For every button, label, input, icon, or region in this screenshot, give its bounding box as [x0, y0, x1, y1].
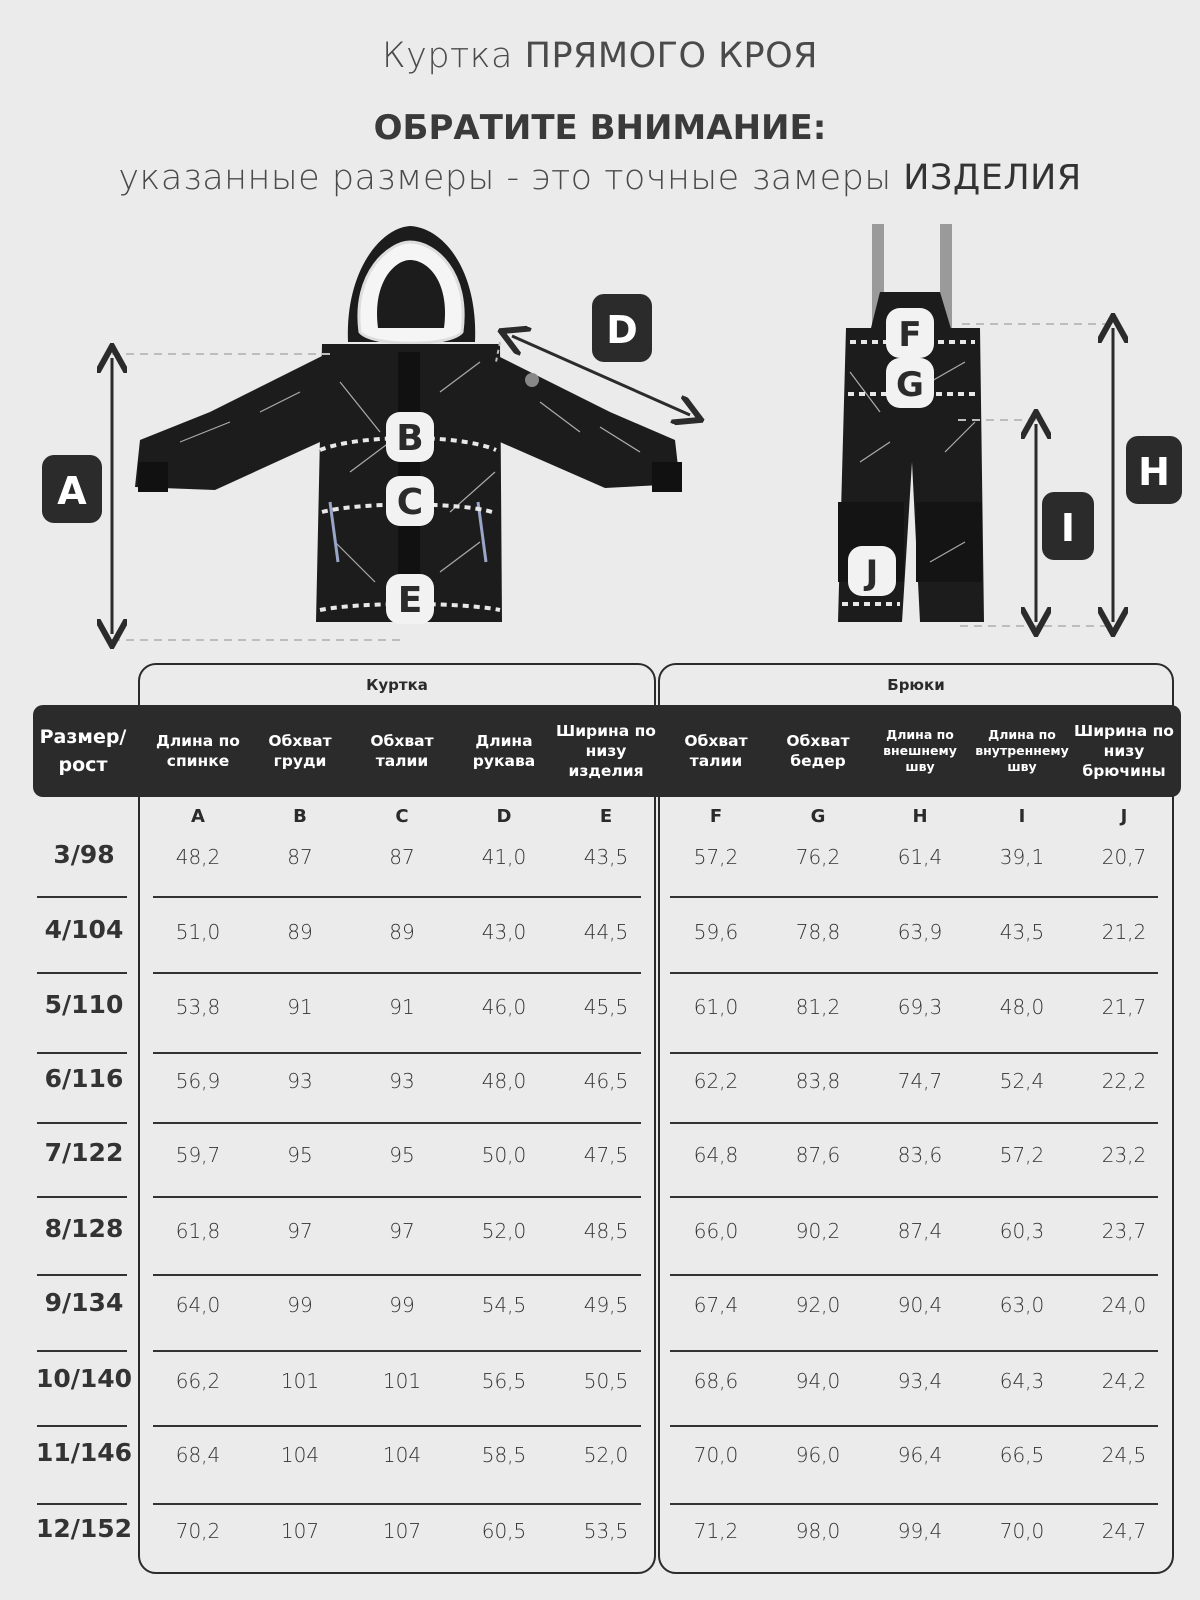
table-cell: 45,5 [583, 995, 629, 1019]
table-cell: 69,3 [897, 995, 943, 1019]
table-cell: 47,5 [583, 1143, 629, 1167]
table-cell: 64,3 [999, 1369, 1045, 1393]
table-cell: 52,4 [999, 1069, 1045, 1093]
garment-illustration [0, 212, 1200, 652]
row-divider [670, 1503, 1158, 1505]
row-divider [37, 1196, 127, 1198]
badge-F [886, 308, 934, 358]
row-divider [153, 896, 641, 898]
table-cell: 62,2 [693, 1069, 739, 1093]
table-cell: 101 [382, 1369, 422, 1393]
size-header: Размер/ рост [39, 726, 127, 776]
table-cell: 24,7 [1101, 1519, 1147, 1543]
svg-text:F: F [898, 315, 922, 355]
table-cell: 97 [287, 1219, 313, 1243]
title-bold: ПРЯМОГО КРОЯ [524, 36, 818, 76]
table-cell: 23,2 [1101, 1143, 1147, 1167]
row-divider [670, 1274, 1158, 1276]
column-header-j: Ширина по низу брючины [1074, 722, 1174, 780]
table-cell: 98,0 [795, 1519, 841, 1543]
table-cell: 53,8 [175, 995, 221, 1019]
table-cell: 23,7 [1101, 1219, 1147, 1243]
table-cell: 57,2 [999, 1143, 1045, 1167]
table-cell: 58,5 [481, 1443, 527, 1467]
table-cell: 87 [389, 845, 415, 869]
column-header-i: Длина по внутреннему шву [975, 727, 1069, 774]
table-cell: 53,5 [583, 1519, 629, 1543]
row-divider [153, 1122, 641, 1124]
table-cell: 64,8 [693, 1143, 739, 1167]
table-cell: 83,8 [795, 1069, 841, 1093]
table-cell: 66,5 [999, 1443, 1045, 1467]
table-cell: 49,5 [583, 1293, 629, 1317]
row-size-label: 10/140 [35, 1364, 133, 1393]
table-cell: 64,0 [175, 1293, 221, 1317]
row-divider [153, 1196, 641, 1198]
row-size-label: 7/122 [44, 1138, 124, 1167]
table-cell: 95 [287, 1143, 313, 1167]
table-cell: 89 [287, 920, 313, 944]
table-cell: 71,2 [693, 1519, 739, 1543]
table-cell: 97 [389, 1219, 415, 1243]
row-divider [670, 1196, 1158, 1198]
table-cell: 83,6 [897, 1143, 943, 1167]
svg-text:C: C [396, 482, 424, 523]
table-cell: 93,4 [897, 1369, 943, 1393]
row-divider [670, 972, 1158, 974]
table-cell: 91 [389, 995, 415, 1019]
badge-B [386, 412, 434, 462]
table-cell: 96,0 [795, 1443, 841, 1467]
row-divider [670, 1350, 1158, 1352]
table-cell: 63,0 [999, 1293, 1045, 1317]
table-cell: 59,6 [693, 920, 739, 944]
table-cell: 50,0 [481, 1143, 527, 1167]
table-cell: 61,0 [693, 995, 739, 1019]
table-cell: 20,7 [1101, 845, 1147, 869]
column-letter-e: E [599, 806, 613, 827]
table-cell: 104 [382, 1443, 422, 1467]
row-divider [670, 1425, 1158, 1427]
table-cell: 56,5 [481, 1369, 527, 1393]
page-title [0, 36, 1200, 76]
table-cell: 76,2 [795, 845, 841, 869]
table-cell: 50,5 [583, 1369, 629, 1393]
row-divider [37, 896, 127, 898]
table-cell: 63,9 [897, 920, 943, 944]
table-cell: 24,0 [1101, 1293, 1147, 1317]
column-header-h: Длина по внешнему шву [883, 727, 957, 774]
table-cell: 43,5 [999, 920, 1045, 944]
table-cell: 92,0 [795, 1293, 841, 1317]
row-divider [37, 1274, 127, 1276]
notice-heading: ОБРАТИТЕ ВНИМАНИЕ: [373, 108, 827, 148]
table-cell: 46,5 [583, 1069, 629, 1093]
column-letter-i: I [1018, 806, 1026, 827]
svg-text:J: J [865, 553, 879, 593]
svg-text:D: D [606, 308, 638, 352]
column-header-g: Обхват бедер [786, 732, 850, 770]
pants-group-box [658, 663, 1174, 1574]
table-cell: 56,9 [175, 1069, 221, 1093]
table-cell: 22,2 [1101, 1069, 1147, 1093]
row-divider [670, 896, 1158, 898]
jacket-group-title: Куртка [366, 676, 428, 694]
row-divider [670, 1122, 1158, 1124]
table-cell: 48,0 [481, 1069, 527, 1093]
column-header-c: Обхват талии [370, 732, 434, 770]
table-cell: 70,2 [175, 1519, 221, 1543]
table-cell: 68,6 [693, 1369, 739, 1393]
table-cell: 21,7 [1101, 995, 1147, 1019]
table-cell: 93 [287, 1069, 313, 1093]
table-cell: 51,0 [175, 920, 221, 944]
svg-text:H: H [1138, 450, 1170, 494]
svg-text:G: G [896, 365, 924, 405]
svg-text:I: I [1060, 506, 1076, 550]
table-cell: 87 [287, 845, 313, 869]
row-divider [153, 1350, 641, 1352]
svg-text:A: A [57, 469, 87, 513]
table-cell: 104 [280, 1443, 320, 1467]
table-cell: 67,4 [693, 1293, 739, 1317]
table-cell: 61,4 [897, 845, 943, 869]
table-cell: 59,7 [175, 1143, 221, 1167]
row-size-label: 4/104 [44, 915, 124, 944]
table-cell: 107 [280, 1519, 320, 1543]
column-header-a: Длина по спинке [156, 732, 240, 770]
table-cell: 70,0 [999, 1519, 1045, 1543]
row-divider [37, 1425, 127, 1427]
table-cell: 66,0 [693, 1219, 739, 1243]
row-divider [37, 1503, 127, 1505]
row-size-label: 8/128 [44, 1214, 124, 1243]
table-cell: 48,5 [583, 1219, 629, 1243]
table-cell: 90,4 [897, 1293, 943, 1317]
row-divider [37, 1350, 127, 1352]
row-divider [153, 1503, 641, 1505]
table-cell: 52,0 [481, 1219, 527, 1243]
subtitle-light: указанные размеры - это точные замеры [118, 158, 892, 198]
table-cell: 41,0 [481, 845, 527, 869]
row-divider [37, 1052, 127, 1054]
row-divider [153, 1425, 641, 1427]
table-cell: 91 [287, 995, 313, 1019]
table-cell: 70,0 [693, 1443, 739, 1467]
table-cell: 46,0 [481, 995, 527, 1019]
badge-E [386, 574, 434, 624]
notice-subtitle [0, 158, 1200, 198]
badge-D [592, 294, 652, 362]
jacket-group-box [138, 663, 656, 1574]
table-cell: 68,4 [175, 1443, 221, 1467]
table-cell: 52,0 [583, 1443, 629, 1467]
badge-H [1126, 436, 1182, 504]
row-size-label: 5/110 [44, 990, 124, 1019]
table-cell: 101 [280, 1369, 320, 1393]
title-light: Куртка [382, 36, 513, 76]
table-cell: 24,5 [1101, 1443, 1147, 1467]
badge-A [42, 455, 102, 523]
table-cell: 99 [287, 1293, 313, 1317]
column-header-b: Обхват груди [268, 732, 332, 770]
table-cell: 48,0 [999, 995, 1045, 1019]
table-cell: 60,5 [481, 1519, 527, 1543]
badge-I [1042, 492, 1094, 560]
table-cell: 39,1 [999, 845, 1045, 869]
row-divider [37, 972, 127, 974]
column-letter-d: D [496, 806, 512, 827]
column-letter-j: J [1120, 806, 1128, 827]
table-cell: 95 [389, 1143, 415, 1167]
column-letter-h: H [912, 806, 928, 827]
table-cell: 78,8 [795, 920, 841, 944]
table-cell: 24,2 [1101, 1369, 1147, 1393]
badge-G [886, 358, 934, 408]
row-size-label: 11/146 [35, 1438, 133, 1467]
row-size-label: 9/134 [44, 1288, 124, 1317]
table-cell: 60,3 [999, 1219, 1045, 1243]
column-header-e: Ширина по низу изделия [556, 722, 656, 780]
table-cell: 81,2 [795, 995, 841, 1019]
table-cell: 54,5 [481, 1293, 527, 1317]
pants-group-title: Брюки [887, 676, 945, 694]
table-cell: 66,2 [175, 1369, 221, 1393]
column-letter-a: A [191, 806, 205, 827]
row-size-label: 12/152 [35, 1514, 133, 1543]
column-header-f: Обхват талии [684, 732, 748, 770]
svg-text:E: E [397, 580, 423, 621]
row-size-label: 3/98 [53, 840, 115, 869]
table-cell: 61,8 [175, 1219, 221, 1243]
table-cell: 43,0 [481, 920, 527, 944]
table-cell: 87,4 [897, 1219, 943, 1243]
table-cell: 89 [389, 920, 415, 944]
badge-J [848, 546, 896, 596]
row-divider [37, 1122, 127, 1124]
table-cell: 99 [389, 1293, 415, 1317]
table-cell: 96,4 [897, 1443, 943, 1467]
row-divider [153, 1052, 641, 1054]
row-divider [153, 972, 641, 974]
table-cell: 44,5 [583, 920, 629, 944]
table-cell: 57,2 [693, 845, 739, 869]
column-letter-b: B [293, 806, 307, 827]
table-cell: 93 [389, 1069, 415, 1093]
row-size-label: 6/116 [44, 1064, 124, 1093]
column-letter-c: C [395, 806, 409, 827]
row-divider [670, 1052, 1158, 1054]
row-divider [153, 1274, 641, 1276]
table-cell: 21,2 [1101, 920, 1147, 944]
badge-C [386, 476, 434, 526]
column-header-d: Длина рукава [472, 732, 536, 770]
table-cell: 74,7 [897, 1069, 943, 1093]
table-cell: 48,2 [175, 845, 221, 869]
subtitle-bold: ИЗДЕЛИЯ [903, 158, 1082, 198]
table-cell: 43,5 [583, 845, 629, 869]
svg-text:B: B [396, 418, 424, 459]
table-cell: 94,0 [795, 1369, 841, 1393]
table-cell: 107 [382, 1519, 422, 1543]
table-cell: 90,2 [795, 1219, 841, 1243]
table-cell: 99,4 [897, 1519, 943, 1543]
column-letter-f: F [709, 806, 723, 827]
column-letter-g: G [810, 806, 826, 827]
table-cell: 87,6 [795, 1143, 841, 1167]
